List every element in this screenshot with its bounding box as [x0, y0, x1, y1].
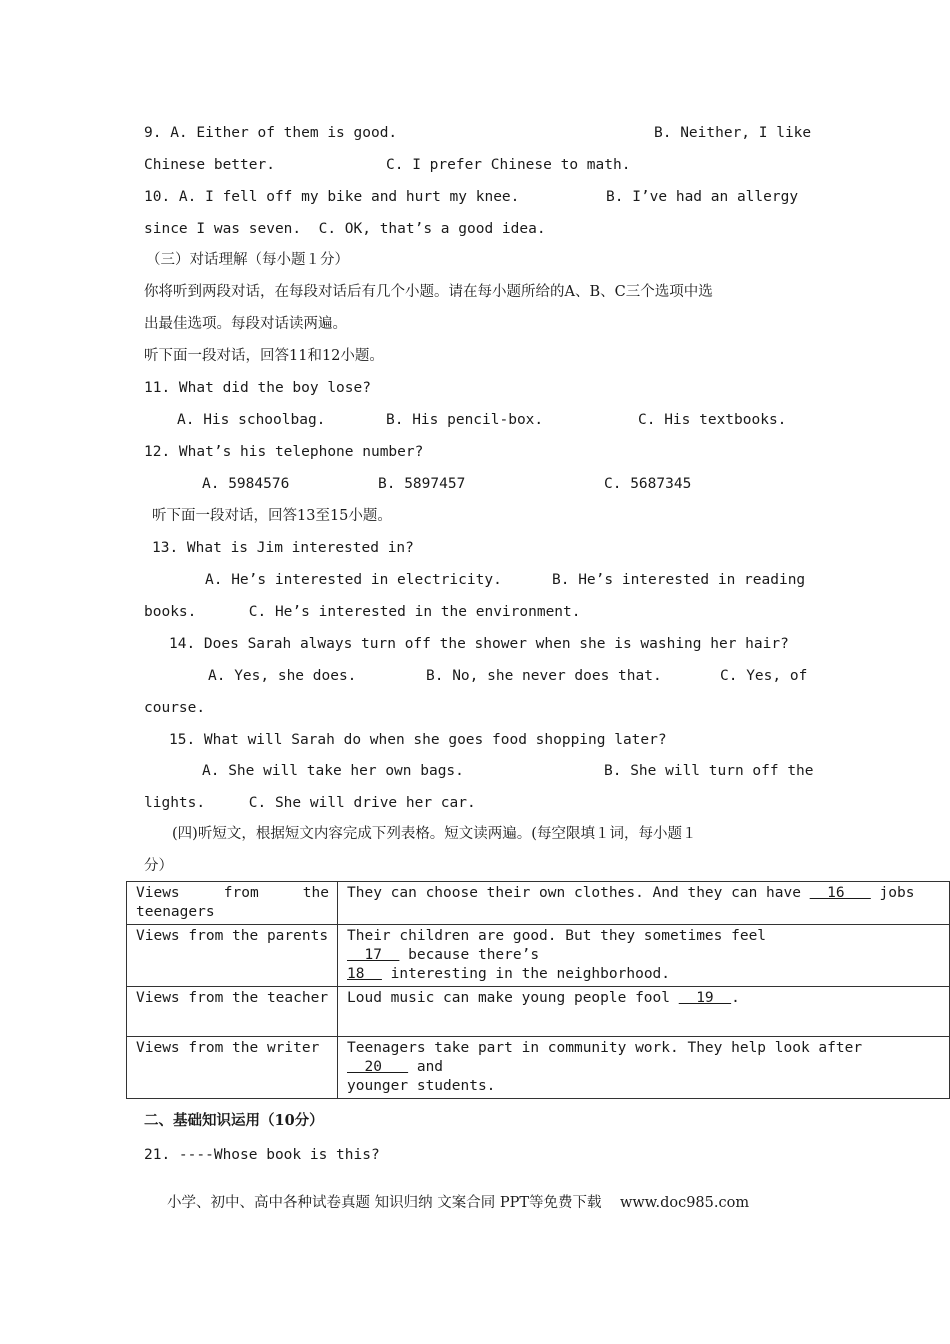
blank-16: 16: [809, 885, 871, 901]
section4-title: (四)听短文，根据短文内容完成下列表格。短文读两遍。(每空限填１词，每小题１: [172, 826, 697, 842]
q12-option-b: B. 5897457: [378, 476, 466, 492]
dialogue2-intro: 听下面一段对话，回答13至15小题。: [152, 508, 392, 524]
q9-option-c: C. I prefer Chinese to math.: [386, 157, 631, 173]
row-label-teenagers: Views from the teenagers: [127, 882, 338, 925]
q12-option-a: A. 5984576: [202, 476, 290, 492]
blank-20: 20: [347, 1059, 409, 1075]
q11-option-c: C. His textbooks.: [638, 412, 787, 428]
q12-option-c: C. 5687345: [604, 476, 692, 492]
q12-question: 12. What’s his telephone number?: [144, 444, 424, 460]
q21-question: 21. ----Whose book is this?: [144, 1147, 380, 1163]
section3-title: （三）对话理解（每小题１分）: [146, 252, 349, 268]
row-label-teacher: Views from the teacher: [127, 987, 338, 1037]
q13-option-a: A. He’s interested in electricity.: [205, 572, 502, 588]
q15-option-a: A. She will take her own bags.: [202, 763, 464, 779]
table-row: [127, 925, 950, 987]
q11-question: 11. What did the boy lose?: [144, 380, 371, 396]
q10-option-a: 10. A. I fell off my bike and hurt my knee.: [144, 189, 520, 205]
views-table: [126, 881, 950, 1099]
row-content-teenagers: They can choose their own clothes. And they can have 16 jobs: [338, 882, 950, 925]
q14-option-c: C. Yes, of: [720, 668, 808, 684]
q14-option-a: A. Yes, she does.: [208, 668, 357, 684]
q13-option-b: B. He’s interested in reading: [552, 572, 806, 588]
row-content-parents: Their children are good. But they sometimes feel 17 because there’s 18 interesting in the neighborhood.: [338, 925, 950, 987]
table-row: [127, 987, 950, 1037]
q11-option-b: B. His pencil-box.: [386, 412, 544, 428]
blank-19: 19: [678, 990, 732, 1006]
section3-instruction-2: 出最佳选项。每段对话读两遍。: [144, 316, 347, 332]
dialogue1-intro: 听下面一段对话，回答11和12小题。: [144, 348, 384, 364]
q13-option-c: books. C. He’s interested in the environment.: [144, 604, 581, 620]
q10-option-b-cont: since I was seven. C. OK, that’s a good idea.: [144, 221, 546, 237]
section4-title-cont: 分）: [144, 858, 173, 874]
row-content-teacher: Loud music can make young people fool 19 .: [338, 987, 950, 1037]
page-footer: 小学、初中、高中各种试卷真题 知识归纳 文案合同 PPT等免费下载 www.doc985.com: [167, 1195, 750, 1211]
blank-17: 17: [347, 947, 400, 963]
table-row: [127, 882, 950, 925]
q9-option-b-cont: Chinese better.: [144, 157, 275, 173]
blank-18: 18: [347, 966, 382, 982]
q14-question: 14. Does Sarah always turn off the shower when she is washing her hair?: [169, 636, 789, 652]
q15-question: 15. What will Sarah do when she goes food shopping later?: [169, 732, 667, 748]
q14-option-c-cont: course.: [144, 700, 206, 716]
q15-option-c: lights. C. She will drive her car.: [144, 795, 476, 811]
row-label-writer: Views from the writer: [127, 1037, 338, 1099]
q11-option-a: A. His schoolbag.: [177, 412, 326, 428]
q13-question: 13. What is Jim interested in?: [152, 540, 414, 556]
q15-option-b: B. She will turn off the: [604, 763, 814, 779]
section3-instruction-1: 你将听到两段对话，在每段对话后有几个小题。请在每小题所给的A、B、C三个选项中选: [144, 284, 713, 300]
row-label-parents: Views from the parents: [127, 925, 338, 987]
q9-option-a: 9. A. Either of them is good.: [144, 125, 398, 141]
part2-title: 二、基础知识运用（10分）: [144, 1112, 324, 1129]
row-content-writer: Teenagers take part in community work. They help look after 20 and younger students.: [338, 1037, 950, 1099]
q9-option-b: B. Neither, I like: [654, 125, 812, 141]
q14-option-b: B. No, she never does that.: [426, 668, 662, 684]
table-row: [127, 1037, 950, 1099]
q10-option-b: B. I’ve had an allergy: [606, 189, 799, 205]
